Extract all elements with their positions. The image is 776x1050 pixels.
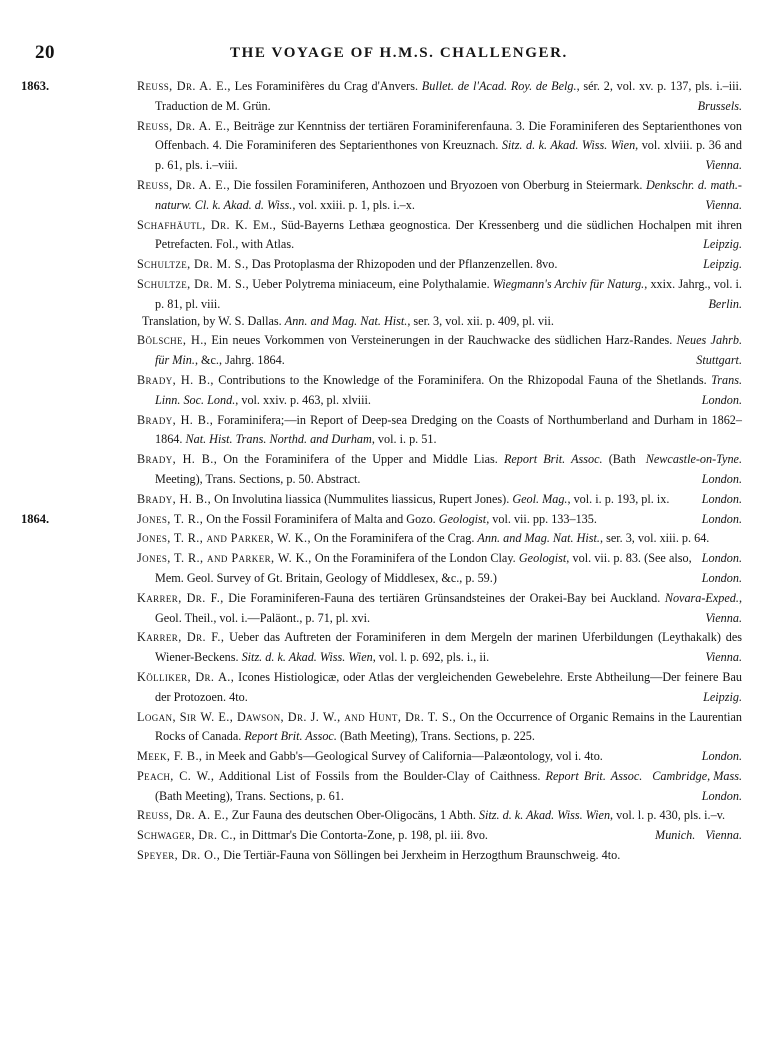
entry-title: On the Foraminifera of the Crag. (310, 531, 478, 546)
entry-journal: Novara-Exped. (664, 590, 739, 605)
entry-author: Brady, H. B., (137, 372, 214, 387)
entry-author: Schwager, Dr. C., (137, 828, 237, 843)
entry-place: Vienna. (705, 650, 742, 665)
entry-author: Schultze, Dr. M. S., (137, 276, 250, 291)
entry-title: Beiträge zur Kenntniss der tertiären Foraminiferenfauna. 3. Die Foraminiferen des Septarienthones von Offenbach. 4. Die Foraminiferen des Septarienthones von Kreuznach. (155, 118, 742, 153)
entry-place: Vienna. (705, 610, 742, 625)
bibliography-entry (137, 117, 742, 176)
bibliography-entry (21, 77, 742, 117)
entry-detail: , xxix. Jahrg., vol. i. p. 81, pl. viii. (155, 276, 742, 311)
entry-author: Bölsche, H., (137, 333, 208, 348)
entry-title: On the Fossil Foraminifera of Malta and Gozo. (203, 511, 439, 526)
bibliography-entry (137, 767, 742, 807)
entry-author: Reuss, Dr. A. E., (137, 79, 231, 93)
entry-detail: , sér. 2, vol. xv. p. 137, pls. i.–iii. Traduction de M. Grün. (155, 79, 742, 113)
entry-journal: Neues Jahrb. für Min. (155, 333, 743, 368)
entry-title: Ueber Polytrema miniaceum, eine Polythalamie. (249, 276, 493, 291)
entry-journal: Denkschr. d. math.-naturw. Cl. k. Akad. d. Wiss. (155, 177, 742, 212)
entry-journal: Report Brit. Assoc. (503, 452, 603, 467)
entry-detail: , vol. vii. p. 83. (See also, Mem. Geol. Survey of Gt. Britain, Geology of Middlesex, &c., p. 59.) (155, 551, 692, 585)
entry-journal: Geologist (518, 551, 567, 566)
entry-detail: , vol. l. p. 692, pls. i., ii. (372, 650, 490, 665)
bibliography-entry (137, 668, 742, 708)
entry-title: Die fossilen Foraminiferen, Anthozoen und Bryozoen von Oberburg in Steiermark. (230, 177, 646, 192)
entry-title: Additional List of Fossils from the Boulder-Clay of Caithness. (214, 768, 546, 783)
entry-place: Berlin. (708, 296, 742, 311)
entry-author: Kölliker, Dr. A., (137, 669, 235, 684)
entry-place: Cambridge, Mass. (652, 768, 742, 783)
entry-author: Jones, T. R., and Parker, W. K., (137, 551, 312, 566)
entry-place: Newcastle-on-Tyne. (645, 452, 742, 467)
entry-place: Brussels. (697, 98, 742, 113)
entry-place: London. (701, 788, 742, 803)
entry-title: Die Foraminiferen-Fauna des tertiären Grünsandsteines der Orakei-Bay bei Auckland. (223, 590, 665, 605)
entry-year: 1863. (21, 79, 50, 93)
entry-title: Foraminifera;—in Report of Deep-sea Dredging on the Coasts of Northumberland and Durham in 1862–1864. (155, 412, 742, 447)
entry-title: in Dittmar's Die Contorta-Zone, p. 198, pl. iii. 8vo. (236, 828, 488, 843)
entry-journal: Trans. Linn. Soc. Lond. (155, 372, 742, 407)
entry-place: Vienna. (705, 197, 742, 212)
entry-detail: , vol. i. p. 51. (371, 432, 437, 447)
entry-author: Karrer, Dr. F., (137, 590, 224, 605)
entry-author: Reuss, Dr. A. E., (137, 808, 229, 823)
entry-place: London. (701, 471, 742, 486)
entry-journal: Geologist (438, 511, 487, 526)
entry-title: Ein neues Vorkommen von Versteinerungen in der Rauchwacke des südlichen Harz-Randes. (207, 333, 677, 348)
entry-title: On the Occurrence of Organic Remains in the Laurentian Rocks of Canada. (155, 709, 742, 744)
entry-title: On the Foraminifera of the Upper and Middle Lias. (217, 452, 504, 467)
bibliography-list (0, 77, 776, 866)
entry-place: Leipzig. (703, 237, 742, 252)
entry-year: 1864. (21, 511, 50, 526)
page-number: 20 (35, 42, 55, 63)
entry-journal: Report Brit. Assoc. (545, 768, 643, 783)
entry-journal: Wiegmann's Archiv für Naturg. (492, 276, 645, 291)
entry-author: Logan, Sir W. E., Dawson, Dr. J. W., and Hunt, Dr. T. S., (137, 709, 457, 724)
entry-detail: , vol. i. p. 193, pl. ix. (567, 491, 670, 506)
entry-detail: , ser. 3, vol. xii. p. 409, pl. vii. (407, 313, 554, 328)
entry-title: Contributions to the Knowledge of the Foraminifera. On the Rhizopodal Fauna of the Shetlands. (213, 372, 712, 387)
entry-journal: Sitz. d. k. Akad. Wiss. Wien (478, 808, 611, 823)
entry-author: Karrer, Dr. F., (137, 630, 225, 645)
entry-title: On the Foraminifera of the London Clay. (311, 551, 519, 566)
entry-place: Munich. (655, 828, 696, 843)
entry-title: Das Protoplasma der Rhizopoden und der Pflanzenzellen. 8vo. (248, 257, 558, 272)
bibliography-entry (137, 826, 742, 846)
entry-author: Schafhäutl, Dr. K. Em., (137, 217, 277, 232)
entry-author: Schultze, Dr. M. S., (137, 257, 249, 272)
bibliography-entry (137, 216, 742, 256)
entry-detail: , vol. xxiv. p. 463, pl. xlviii. (235, 392, 371, 407)
entry-place: London. (701, 392, 742, 407)
entry-author: Jones, T. R., and Parker, W. K., (137, 531, 311, 546)
bibliography-entry (137, 255, 742, 275)
bibliography-entry (137, 331, 742, 371)
entry-journal: Nat. Hist. Trans. Northd. and Durham (185, 432, 372, 447)
entry-title: Zur Fauna des deutschen Ober-Oligocäns, 1 Abth. (228, 808, 479, 823)
bibliography-entry (137, 275, 742, 315)
entry-detail: , ser. 3, vol. xiii. p. 64. (599, 531, 710, 546)
entry-place: London. (701, 511, 742, 526)
entry-author: Speyer, Dr. O., (137, 848, 221, 863)
entry-journal: Sitz. d. k. Akad. Wiss. Wien (241, 650, 373, 665)
entry-title: Die Tertiär-Fauna von Söllingen bei Jerxheim in Herzogthum Braunschweig. 4to. (220, 848, 621, 863)
entry-detail: (Bath Meeting), Trans. Sections, p. 61. (155, 788, 344, 803)
entry-title: Icones Histiologicæ, oder Atlas der vergleichenden Gewebelehre. Erste Abtheilung—Der feinere Bau der Protozoen. 4to. (155, 669, 742, 704)
bibliography-entry (137, 176, 742, 216)
entry-journal: Geol. Mag. (512, 491, 568, 506)
entry-title: On Involutina liassica (Nummulites liassicus, Rupert Jones). (211, 491, 513, 506)
entry-detail: (Bath Meeting), Trans. Sections, p. 50. Abstract. (155, 452, 636, 486)
entry-author: Reuss, Dr. A. E., (137, 118, 230, 133)
entry-detail: , &c., Jahrg. 1864. (194, 353, 285, 368)
entry-detail: , vol. l. p. 430, pls. i.–v. (610, 808, 726, 823)
bibliography-entry (137, 549, 742, 589)
entry-detail: , vol. xxiii. p. 1, pls. i.–x. (292, 197, 415, 212)
entry-author: Brady, H. B., (137, 491, 212, 506)
entry-journal: Sitz. d. k. Akad. Wiss. Wien (501, 138, 636, 153)
entry-place: Leipzig. (703, 689, 742, 704)
entry-author: Brady, H. B., (137, 412, 214, 427)
entry-title: Süd-Bayerns Lethæa geognostica. Der Kressenberg und die südlichen Hochalpen mit ihren Petrefacten. Fol., with Atlas. (155, 217, 742, 252)
bibliography-entry (137, 846, 742, 866)
entry-title: Translation, by W. S. Dallas. (142, 313, 285, 328)
bibliography-entry (137, 628, 742, 668)
entry-place: Vienna. (705, 828, 742, 843)
entry-journal: Ann. and Mag. Nat. Hist. (284, 313, 408, 328)
entry-title: in Meek and Gabb's—Geological Survey of California—Palæontology, vol i. 4to. (202, 749, 603, 764)
entry-place: Leipzig. (703, 257, 742, 272)
bibliography-entry (137, 371, 742, 411)
bibliography-entry (137, 490, 742, 510)
entry-title: Les Foraminifères du Crag d'Anvers. (230, 79, 422, 93)
bibliography-entry (137, 589, 742, 629)
entry-detail: , vol. vii. pp. 133–135. (486, 511, 597, 526)
entry-place: Vienna. (705, 158, 742, 173)
entry-detail: , vol. xlviii. p. 36 and p. 61, pls. i.–viii. (155, 138, 742, 173)
bibliography-entry (142, 312, 747, 332)
entry-author: Brady, H. B., (137, 452, 218, 467)
entry-place: London. (701, 749, 742, 764)
entry-detail: , Geol. Theil., vol. i.—Paläont., p. 71, pl. xvi. (155, 590, 742, 625)
bibliography-entry (137, 450, 742, 490)
entry-author: Meek, F. B., (137, 749, 203, 764)
entry-journal: Report Brit. Assoc. (244, 729, 337, 744)
entry-journal: Bullet. de l'Acad. Roy. de Belg. (421, 79, 577, 93)
entry-detail: (Bath Meeting), Trans. Sections, p. 225. (336, 729, 535, 744)
entry-place: London. (701, 570, 742, 585)
entry-author: Reuss, Dr. A. E., (137, 177, 231, 192)
entry-place: London. (701, 491, 742, 506)
entry-title: Ueber das Auftreten der Foraminiferen in dem Mergeln der marinen Uferbildungen (Leythakalk) des Wiener-Beckens. (155, 630, 742, 665)
entry-author: Peach, C. W., (137, 768, 215, 783)
bibliography-entry (21, 510, 742, 530)
running-title: THE VOYAGE OF H.M.S. CHALLENGER. (230, 45, 568, 61)
entry-author: Jones, T. R., (137, 511, 204, 526)
entry-place: London. (701, 551, 742, 566)
entry-place: Stuttgart. (696, 353, 742, 368)
entry-journal: Ann. and Mag. Nat. Hist. (477, 531, 600, 546)
